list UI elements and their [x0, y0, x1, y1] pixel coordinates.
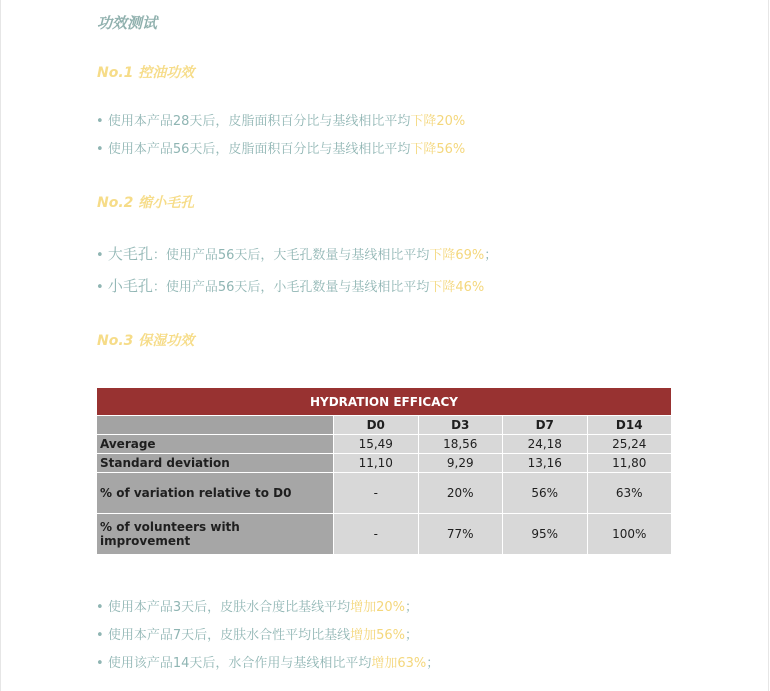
table-cell: 18,56 — [418, 435, 503, 454]
row-label: Standard deviation — [97, 454, 334, 473]
table-cell: 11,10 — [334, 454, 419, 473]
line-text: 使用本产品28天后，皮脂面积百分比与基线相比平均 — [107, 114, 411, 129]
bullet-dot: • — [96, 114, 104, 129]
table-row — [97, 473, 672, 514]
highlight-value: 增加20% — [350, 600, 405, 615]
table-cell: 9,29 — [418, 454, 503, 473]
line-suffix: ； — [484, 248, 498, 263]
table-cell: 20% — [418, 473, 503, 514]
hydration-title: No.3 保湿功效 — [97, 333, 195, 349]
line-suffix: ； — [405, 600, 419, 615]
column-header: D0 — [334, 416, 419, 435]
line-text: 使用该产品14天后，水合作用与基线相比平均 — [107, 656, 372, 671]
table-cell: 95% — [503, 514, 588, 555]
table-cell: - — [334, 473, 419, 514]
hydration-line-2 — [96, 628, 418, 644]
table-cell: 56% — [503, 473, 588, 514]
oil-control-title: No.1 控油功效 — [97, 65, 195, 81]
line-text: 使用本产品7天后，皮肤水合性平均比基线 — [107, 628, 351, 643]
oil-control-line-1 — [96, 114, 465, 130]
table-cell: 13,16 — [503, 454, 588, 473]
pore-label: 大毛孔 — [107, 245, 153, 263]
table-cell: 24,18 — [503, 435, 588, 454]
column-header: D3 — [418, 416, 503, 435]
line-text: ：使用产品56天后，大毛孔数量与基线相比平均 — [152, 248, 430, 263]
column-header: D14 — [587, 416, 672, 435]
row-label: % of volunteers with improvement — [97, 514, 334, 555]
bullet-dot: • — [96, 600, 104, 615]
hydration-table — [96, 387, 672, 555]
hydration-line-3 — [96, 656, 439, 672]
highlight-value: 下降56% — [410, 142, 466, 157]
highlight-value: 增加56% — [350, 628, 405, 643]
highlight-value: 下降20% — [410, 114, 466, 129]
line-text: 使用本产品3天后，皮肤水合度比基线平均 — [107, 600, 351, 615]
table-title-row — [97, 388, 672, 416]
table-row — [97, 514, 672, 555]
table-row — [97, 435, 672, 454]
header-empty-cell — [97, 416, 334, 435]
table-row — [97, 454, 672, 473]
pore-label: 小毛孔 — [107, 277, 153, 295]
pore-title: No.2 缩小毛孔 — [97, 195, 195, 211]
table-cell: 63% — [587, 473, 672, 514]
hydration-line-1 — [96, 600, 418, 616]
highlight-value: 下降46% — [429, 280, 485, 295]
table-title: HYDRATION EFFICACY — [97, 388, 672, 416]
bullet-dot: • — [96, 248, 104, 263]
highlight-value: 下降69% — [429, 248, 485, 263]
table-cell: 77% — [418, 514, 503, 555]
table-cell: 11,80 — [587, 454, 672, 473]
row-label: % of variation relative to D0 — [97, 473, 334, 514]
page-border-left — [0, 0, 1, 691]
column-header: D7 — [503, 416, 588, 435]
pore-line-small — [96, 278, 484, 296]
table-cell: 100% — [587, 514, 672, 555]
line-suffix: ； — [405, 628, 419, 643]
bullet-dot: • — [96, 142, 104, 157]
table-cell: 15,49 — [334, 435, 419, 454]
highlight-value: 增加63% — [371, 656, 427, 671]
table-cell: 25,24 — [587, 435, 672, 454]
line-text: ：使用产品56天后，小毛孔数量与基线相比平均 — [152, 280, 430, 295]
row-label: Average — [97, 435, 334, 454]
table-header-row — [97, 416, 672, 435]
bullet-dot: • — [96, 628, 104, 643]
page-heading: 功效测试 — [97, 14, 158, 32]
table-cell: - — [334, 514, 419, 555]
bullet-dot: • — [96, 656, 104, 671]
pore-line-large — [96, 246, 497, 264]
bullet-dot: • — [96, 280, 104, 295]
oil-control-line-2 — [96, 142, 465, 158]
line-suffix: ； — [426, 656, 440, 671]
line-text: 使用本产品56天后，皮脂面积百分比与基线相比平均 — [107, 142, 411, 157]
page-border-right — [768, 0, 769, 691]
